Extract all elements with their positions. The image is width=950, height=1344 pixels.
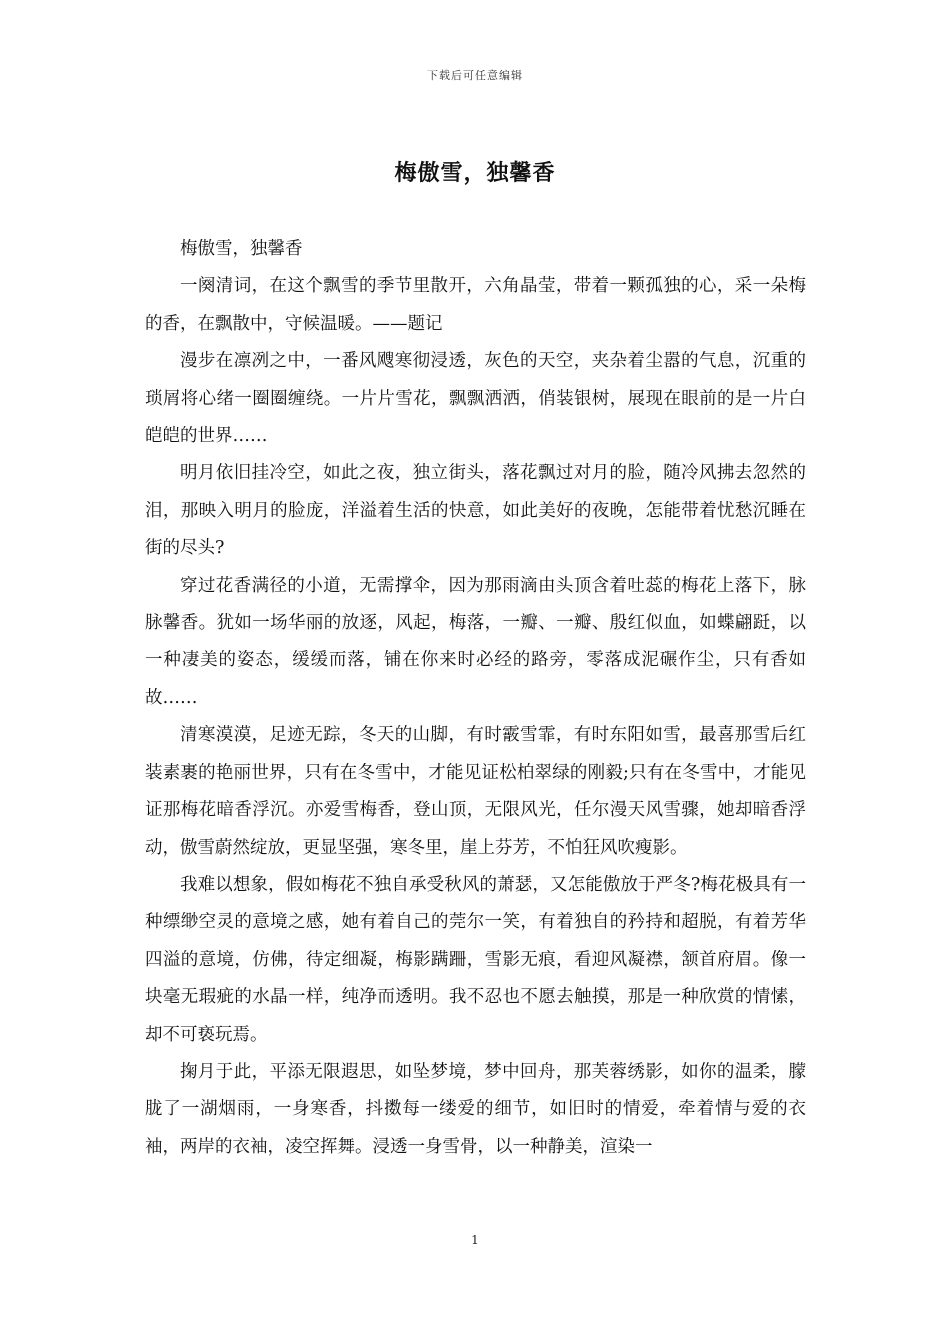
paragraph-epigraph: 一阕清词，在这个飘雪的季节里散开，六角晶莹，带着一颗孤独的心，采一朵梅的香，在飘散中，守候温暖。——题记 (145, 276, 806, 334)
page-number: 1 (471, 1233, 479, 1247)
document-title: 梅傲雪，独馨香 (394, 160, 556, 186)
page-header-note: 下载后可任意编辑 (427, 69, 523, 82)
document-body (145, 231, 806, 1166)
paragraph: 漫步在凛冽之中，一番风飕寒彻浸透，灰色的天空，夹杂着尘嚣的气息，沉重的琐屑将心绪一圈圈缠绕。一片片雪花，飘飘洒洒，俏装银树，展现在眼前的是一片白皑皑的世界…… (145, 351, 806, 447)
paragraph: 掬月于此，平添无限遐思，如坠梦境，梦中回舟，那芙蓉绣影，如你的温柔，朦胧了一湖烟雨，一身寒香，抖擞每一缕爱的细节，如旧时的情爱，牵着情与爱的衣袖，两岸的衣袖，凌空挥舞。浸透一身雪骨，以一种静美，渲染一 (145, 1061, 806, 1157)
paragraph: 我难以想象，假如梅花不独自承受秋风的萧瑟，又怎能傲放于严冬?梅花极具有一种缥缈空灵的意境之感，她有着自己的莞尔一笑，有着独自的矜持和超脱，有着芳华四溢的意境，仿佛，待定细凝，梅影蹒跚，雪影无痕，看迎风凝襟，颔首府眉。像一块毫无瑕疵的水晶一样，纯净而透明。我不忍也不愿去触摸，那是一种欣赏的情愫，却不可亵玩焉。 (145, 874, 806, 1045)
paragraph-subtitle: 梅傲雪，独馨香 (180, 239, 303, 259)
paragraph: 穿过花香满径的小道，无需撑伞，因为那雨滴由头顶含着吐蕊的梅花上落下，脉脉馨香。犹如一场华丽的放逐，风起，梅落，一瓣、一瓣、殷红似血，如蝶翩跹，以一种凄美的姿态，缓缓而落，铺在你来时必经的路旁，零落成泥碾作尘，只有香如故…… (145, 575, 806, 708)
paragraph: 清寒漠漠，足迹无踪，冬天的山脚，有时霰雪霏，有时东阳如雪，最喜那雪后红装素裹的艳丽世界，只有在冬雪中，才能见证松柏翠绿的刚毅;只有在冬雪中，才能见证那梅花暗香浮沉。亦爱雪梅香，登山顶，无限风光，任尔漫天风雪骤，她却暗香浮动，傲雪蔚然绽放，更显坚强，寒冬里，崖上芬芳，不怕狂风吹瘦影。 (145, 725, 806, 858)
paragraph: 明月依旧挂冷空，如此之夜，独立街头，落花飘过对月的脸，随冷风拂去忽然的泪，那映入明月的脸庞，洋溢着生活的快意，如此美好的夜晚，怎能带着忧愁沉睡在街的尽头? (145, 463, 806, 559)
